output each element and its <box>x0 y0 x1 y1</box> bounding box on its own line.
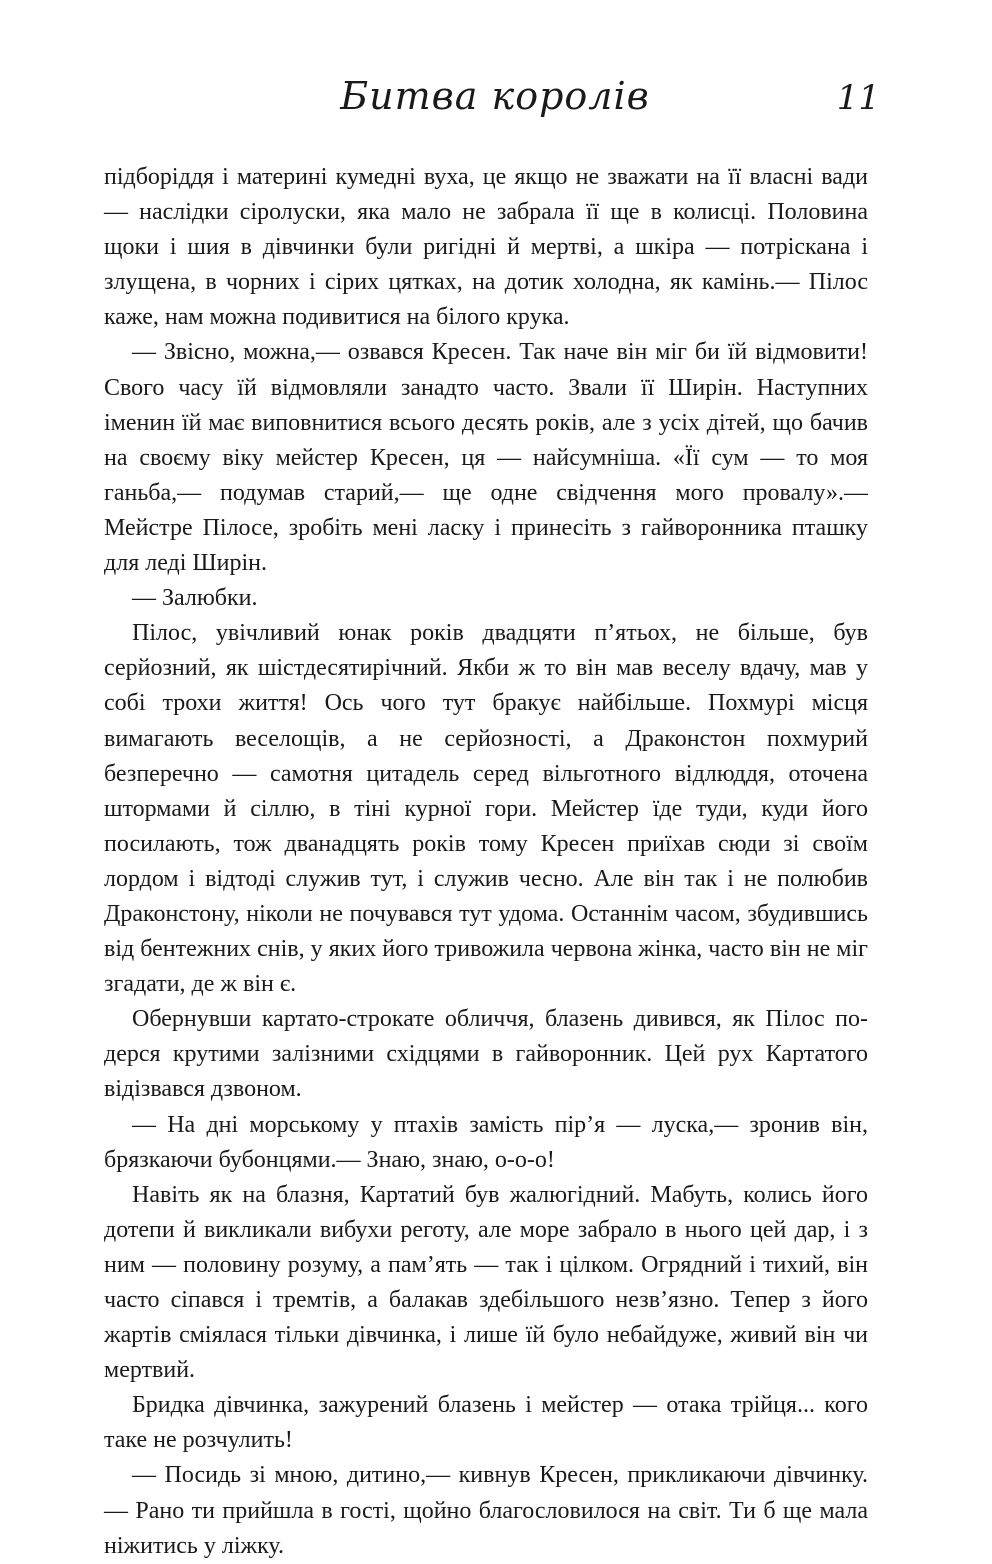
paragraph: — Залюбки. <box>132 585 258 612</box>
running-title: Битва королів <box>340 74 650 118</box>
paragraph: підборіддя і материні кумедні вуха, це якщо не зважати на її власні вади — наслідки сіролуски, яка мало не забрала її ще в колисці. Половина щоки і шия в дівчинки були ригідні й мертві, а шкіра — потріскана і злущена, в чорних і сірих цятках, на дотик холодна, як камінь.— Пілос каже, нам можна подивитися на білого крука. <box>104 164 868 331</box>
paragraph: Бридка дівчинка, зажурений блазень і мейстер — отака трійця... кого таке не розчулить! <box>104 1392 868 1454</box>
page-number: 11 <box>836 78 880 118</box>
paragraph: — Звісно, можна,— озвався Кресен. Так наче він міг би їй відмовити! Свого часу їй відмовляли занадто часто. Звали її Ширін. Наступних іменин їй має виповнитися всього десять років, але з усіх дітей, що бачив на своєму віку мейстер Кресен, ця — найсумніша. «Її сум — то моя ганьба,— подумав старий,— ще одне свідчення мого провалу».— Мейстре Пілосе, зробіть мені ласку і принесіть з гайворонника пташку для леді Ширін. <box>104 339 868 577</box>
paragraph: — Посидь зі мною, дитино,— кивнув Кресен, прикликаючи дівчинку.— Рано ти прийшла в гості, щойно благословилося на світ. Ти б ще мала ніжитись у ліжку. <box>104 1462 868 1559</box>
body-text <box>104 160 868 1564</box>
paragraph: Навіть як на блазня, Картатий був жалюгідний. Мабуть, колись його дотепи й викликали вибухи реготу, але море забрало в нього цей дар, і з ним — половину розуму, а пам’ять — так і цілком. Огрядний і тихий, він часто сіпався і тремтів, а балакав здебільшого незв’язно. Тепер з його жартів сміялася тільки дівчинка, і лише їй було небайдуже, живий він чи мертвий. <box>104 1181 868 1384</box>
paragraph: Пілос, увічливий юнак років двадцяти п’ятьох, не більше, був серйозний, як шістдесятирічний. Якби ж то він мав веселу вдачу, мав у собі трохи життя! Ось чого тут бракує найбільше. Похмурі місця вимагають веселощів, а не серйозності, а Драконстон похмурий безперечно — самотня цитадель серед вільготного відлюддя, оточена штормами й сіллю, в тіні курної гори. Мейстер їде туди, куди його посилають, тож дванадцять років тому Кресен приїхав сюди зі своїм лордом і відтоді служив тут, і служив чесно. Але він так і не полюбив Драконстону, ніколи не почувався тут удома. Останнім часом, збудившись від бентежних снів, у яких його тривожила червона жінка, часто він не міг згадати, де ж він є. <box>104 620 868 998</box>
paragraph: Обернувши картато-строкате обличчя, блазень дивився, як Пілос подерся крутими залізними східцями в гайворонник. Цей рух Картатого відізвався дзвоном. <box>104 1006 868 1103</box>
paragraph: — На дні морському у птахів замість пір’я — луска,— зронив він, брязкаючи бубонцями.— Знаю, знаю, о-о-о! <box>104 1111 868 1173</box>
